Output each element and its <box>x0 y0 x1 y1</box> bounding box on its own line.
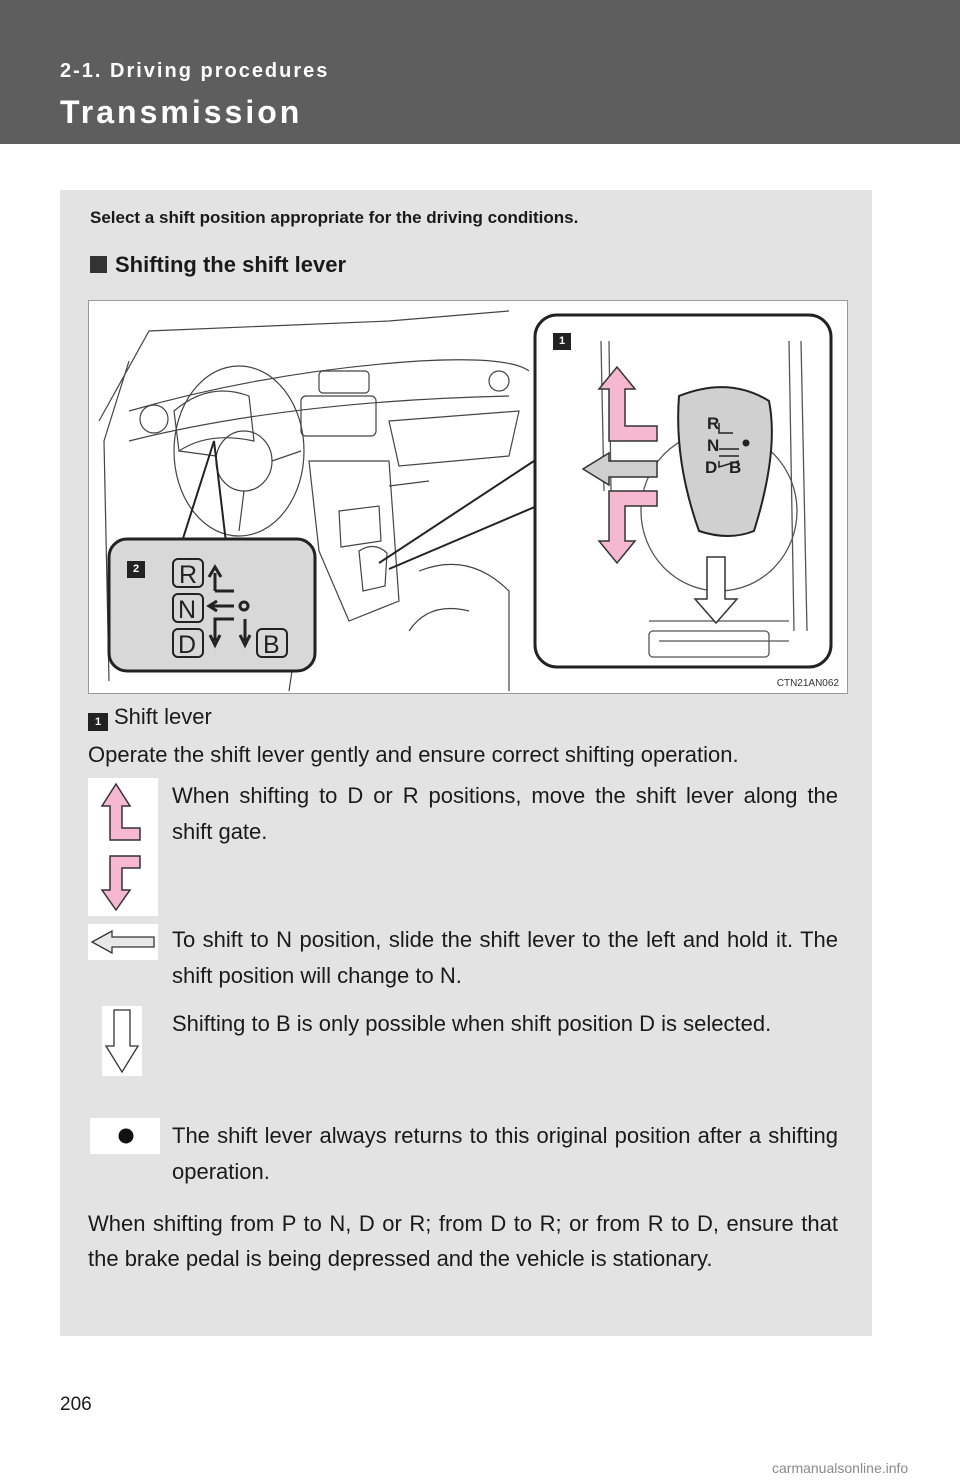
gate-letter-n: N <box>178 596 197 624</box>
callout-2-badge: 2 <box>127 561 145 578</box>
knob-letter-d: D <box>705 458 718 477</box>
shift-lever-figure <box>88 300 848 694</box>
knob-letter-n: N <box>707 436 720 455</box>
section-label: 2-1. Driving procedures <box>60 60 330 82</box>
figure-code: CTN21AN062 <box>776 678 839 689</box>
callout-1-badge: 1 <box>553 333 571 350</box>
intro-text: Select a shift position appropriate for the driving conditions. <box>90 208 579 227</box>
section-heading <box>90 252 346 278</box>
down-arrow-icon <box>102 1006 142 1076</box>
page-header <box>0 0 960 144</box>
row-text-1: When shifting to D or R positions, move the shift lever along the shift gate. <box>172 783 838 844</box>
knob-letter-r: R <box>707 414 720 433</box>
square-bullet-icon <box>90 256 107 273</box>
cockpit-illustration <box>89 301 847 693</box>
pink-gate-arrows-icon <box>88 778 158 916</box>
operate-text: Operate the shift lever gently and ensure correct shifting operation. <box>88 742 739 767</box>
knob-letter-b: B <box>729 458 742 477</box>
section-heading-text: Shifting the shift lever <box>115 252 347 277</box>
row-text-3: Shifting to B is only possible when shift position D is selected. <box>172 1011 772 1036</box>
left-arrow-icon <box>88 924 158 960</box>
legend-badge: 1 <box>88 713 108 731</box>
gate-letter-r: R <box>179 561 198 589</box>
row-text-2: To shift to N position, slide the shift lever to the left and hold it. The shift position will change to N. <box>172 927 838 988</box>
legend-shift-lever <box>88 704 212 731</box>
page-title: Transmission <box>60 94 303 130</box>
row-text-4: The shift lever always returns to this original position after a shifting operation. <box>172 1123 838 1184</box>
page-number: 206 <box>60 1394 92 1415</box>
gate-letter-b: B <box>263 631 280 659</box>
content-panel <box>60 190 872 1336</box>
legend-label: Shift lever <box>114 704 212 729</box>
final-text: When shifting from P to N, D or R; from D to R; or from R to D, ensure that the brake pedal is being depressed and the vehicle is stationary. <box>88 1211 838 1271</box>
gate-letter-d: D <box>178 631 197 659</box>
watermark: carmanualsonline.info <box>772 1460 909 1476</box>
dot-icon <box>90 1118 160 1154</box>
